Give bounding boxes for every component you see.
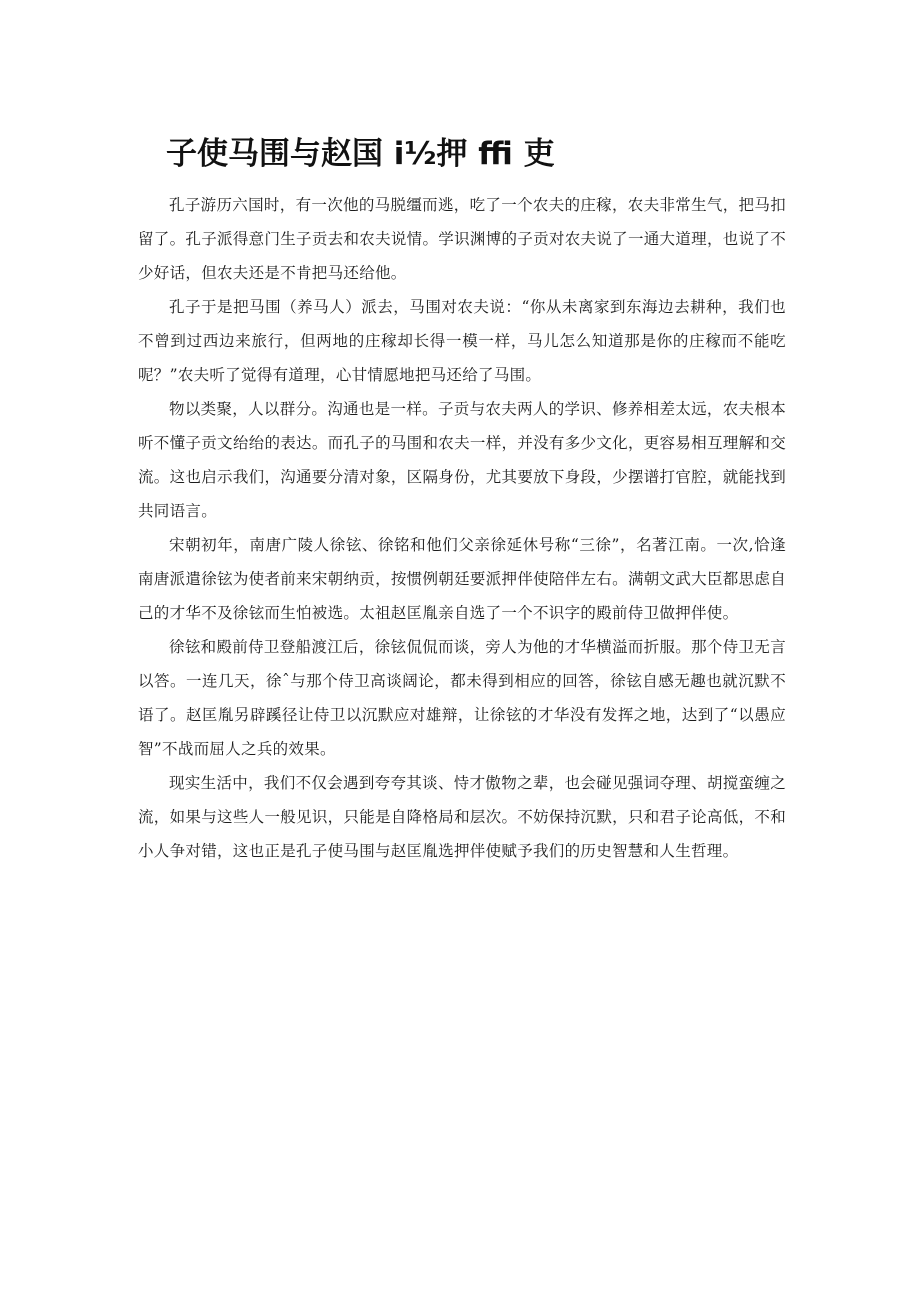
paragraph: 孔子于是把马围（养马人）派去，马围对农夫说：“你从未离家到东海边去耕种，我们也不曾到过西边来旅行，但两地的庄稼却长得一模一样，马儿怎么知道那是你的庄稼而不能吃呢？”农夫听了觉得有道理，心甘情愿地把马还给了马围。 — [138, 298, 786, 384]
paragraph: 现实生活中，我们不仅会遇到夸夸其谈、恃才傲物之辈，也会碰见强词夺理、胡搅蛮缠之流，如果与这些人一般见识，只能是自降格局和层次。不妨保持沉默，只和君子论高低，不和小人争对错，这也正是孔子使马围与赵匡胤选押伴使赋予我们的历史智慧和人生哲理。 — [138, 774, 786, 860]
document-body — [138, 188, 786, 868]
paragraph: 孔子游历六国时，有一次他的马脱缰而逃，吃了一个农夫的庄稼，农夫非常生气，把马扣留了。孔子派得意门生子贡去和农夫说情。学识渊博的子贡对农夫说了一通大道理，也说了不少好话，但农夫还是不肯把马还给他。 — [138, 196, 786, 282]
paragraph: 徐铉和殿前侍卫登船渡江后，徐铉侃侃而谈，旁人为他的才华横溢而折服。那个侍卫无言以答。一连几天，徐ˆ与那个侍卫高谈阔论，都未得到相应的回答，徐铉自感无趣也就沉默不语了。赵匡胤另辟蹊径让侍卫以沉默应对雄辩，让徐铉的才华没有发挥之地，达到了“以愚应智”不战而屈人之兵的效果。 — [138, 638, 786, 758]
paragraph: 物以类聚，人以群分。沟通也是一样。子贡与农夫两人的学识、修养相差太远，农夫根本听不懂子贡文绐绐的表达。而孔子的马围和农夫一样，并没有多少文化，更容易相互理解和交流。这也启示我们，沟通要分清对象，区隔身份，尤其要放下身段，少摆谱打官腔，就能找到共同语言。 — [138, 400, 786, 520]
document-title: 子使马围与赵国 i½押 ffi 吏 — [166, 136, 555, 172]
paragraph: 宋朝初年，南唐广陵人徐铉、徐铭和他们父亲徐延休号称“三徐”，名著江南。一次,恰逢南唐派遣徐铉为使者前来宋朝纳贡，按惯例朝廷要派押伴使陪伴左右。满朝文武大臣都思虑自己的才华不及徐铉而生怕被选。太祖赵匡胤亲自选了一个不识字的殿前侍卫做押伴使。 — [138, 536, 786, 622]
